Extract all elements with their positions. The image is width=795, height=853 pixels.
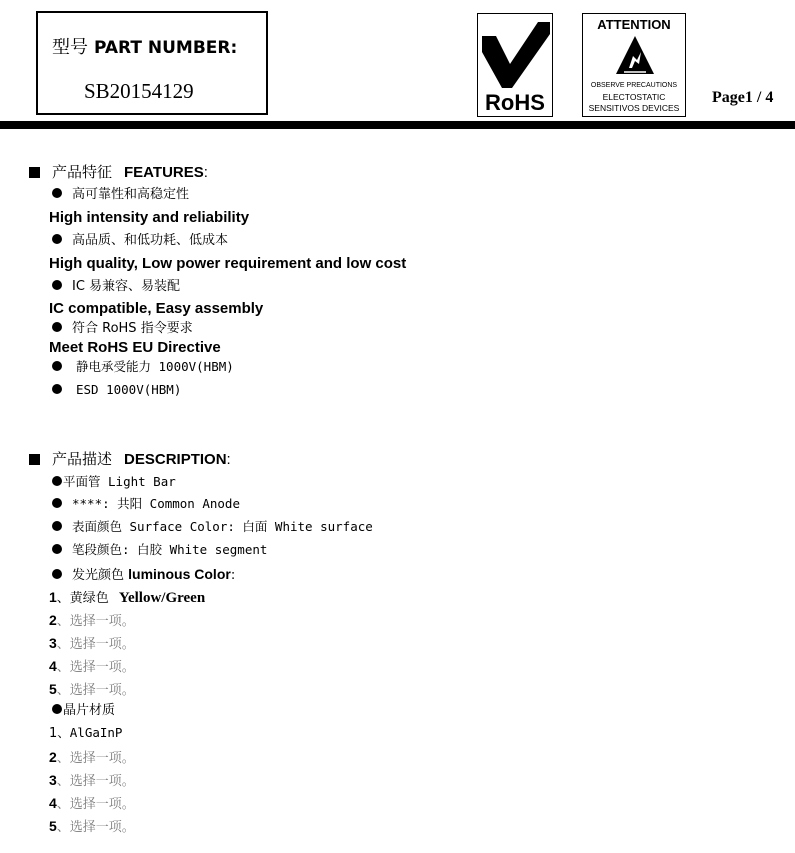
chip-option[interactable]: 5、选择一项。 [49,818,135,835]
part-number-label: 型号 PART NUMBER: [52,37,238,58]
list-item: 平面管 Light Bar [52,476,176,489]
attention-line-1: OBSERVE PRECAUTIONS [590,82,678,89]
bullet-icon [52,498,62,508]
description-heading: 产品描述 DESCRIPTION: [29,452,231,467]
features-heading: 产品特征 FEATURES: [29,165,208,180]
rohs-logo [477,13,553,117]
list-item: 高品质、和低功耗、低成本 [52,234,228,247]
bullet-icon [52,704,62,714]
bullet-icon [52,476,62,486]
list-item: 表面颜色 Surface Color: 白面 White surface [52,521,373,534]
list-item: 发光颜色 luminous Color: [52,567,235,582]
color-option[interactable]: 3、选择一项。 [49,635,135,652]
color-option[interactable]: 5、选择一项。 [49,681,135,698]
square-bullet-icon [29,454,40,465]
list-item: High intensity and reliability [49,209,250,226]
header-divider [0,121,795,129]
attention-line-3: SENSITIVOS DEVICES [588,103,680,113]
chip-option[interactable]: 2、选择一项。 [49,749,135,766]
bullet-icon [52,544,62,554]
page-indicator: Page1 / 4 [712,89,774,106]
list-item: 笔段颜色: 白胶 White segment [52,544,267,557]
list-item: Meet RoHS EU Directive [49,339,221,356]
check-icon [482,18,550,88]
bullet-icon [52,280,62,290]
esd-attention-label [582,13,686,117]
bullet-icon [52,322,62,332]
list-item: IC compatible, Easy assembly [49,300,264,317]
list-item: 高可靠性和高稳定性 [52,188,189,201]
chip-material-heading: 晶片材质 [52,704,115,717]
bullet-icon [52,188,62,198]
color-option: 1、黄绿色 Yellow/Green [49,589,206,606]
list-item: ESD 1000V(HBM) [52,384,181,397]
color-option[interactable]: 4、选择一项。 [49,658,135,675]
rohs-text: RoHS [485,90,545,115]
part-number-value: SB20154129 [84,79,194,103]
part-number-box [36,11,268,115]
list-item: ****: 共阳 Common Anode [52,498,240,511]
bullet-icon [52,234,62,244]
color-option[interactable]: 2、选择一项。 [49,612,135,629]
bullet-icon [52,569,62,579]
attention-title: ATTENTION [597,17,671,32]
list-item: 静电承受能力 1000V(HBM) [52,361,234,374]
chip-option[interactable]: 3、选择一项。 [49,772,135,789]
bullet-icon [52,384,62,394]
list-item: IC 易兼容、易装配 [52,280,180,293]
square-bullet-icon [29,167,40,178]
attention-line-2: ELECTOSTATIC [602,92,666,102]
chip-option: 1、AlGaInP [49,725,123,741]
list-item: High quality, Low power requirement and low cost [49,255,407,272]
chip-option[interactable]: 4、选择一项。 [49,795,135,812]
list-item: 符合 RoHS 指令要求 [52,322,193,335]
bullet-icon [52,361,62,371]
esd-warning-icon [615,34,655,76]
bullet-icon [52,521,62,531]
